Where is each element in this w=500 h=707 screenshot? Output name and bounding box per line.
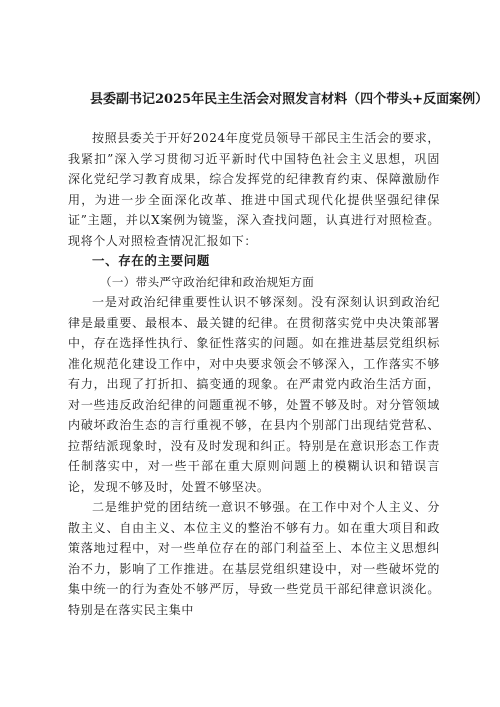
document-body [68, 128, 440, 620]
intro-paragraph: 按照县委关于开好2024年度党员领导干部民主生活会的要求，我紧扣”深入学习贯彻习近平新时代中国特色社会主义思想，巩固深化党纪学习教育成果，综合发挥党的纪律教育约束、保障激励作用，为进一步全面深化改革、推进中国式现代化提供坚强纪律保证”主题，并以X案例为镜鉴，深入查找问题，认真进行对照检查。现将个人对照检查情况汇报如下： [68, 131, 440, 248]
section-heading-problems: 一、存在的主要问题 [92, 253, 210, 268]
paragraph-party-unity: 二是维护党的团结统一意识不够强。在工作中对个人主义、分散主义、自由主义、本位主义的整治不够有力。如在重大项目和政策落地过程中，对一些单位存在的部门利益至上、本位主义思想纠治不力，影响了工作推进。在基层党组织建设中，对一些破坏党的集中统一的行为查处不够严厉，导致一些党员干部纪律意识淡化。特别是在落实民主集中 [68, 500, 440, 617]
document-title: 县委副书记2025年民主生活会对照发言材料（四个带头+反面案例） [90, 92, 489, 107]
subsection-heading-political-discipline: （一）带头严守政治纪律和政治规矩方面 [100, 274, 315, 289]
paragraph-political-discipline: 一是对政治纪律重要性认识不够深刻。没有深刻认识到政治纪律是最重要、最根本、最关键的纪律。在贯彻落实党中央决策部署中，存在选择性执行、象征性落实的问题。如在推进基层党组织标准化规范化建设工作中，对中央要求领会不够深入，工作落实不够有力，出现了打折扣、搞变通的现象。在严肃党内政治生活方面，对一些违反政治纪律的问题重视不够，处置不够及时。对分管领域内破坏政治生态的言行重视不够，在县内个别部门出现结党营私、拉帮结派现象时，没有及时发现和纠正。特别是在意识形态工作责任制落实中，对一些干部在重大原则问题上的模糊认识和错误言论，发现不够及时，处置不够坚决。 [68, 295, 440, 494]
